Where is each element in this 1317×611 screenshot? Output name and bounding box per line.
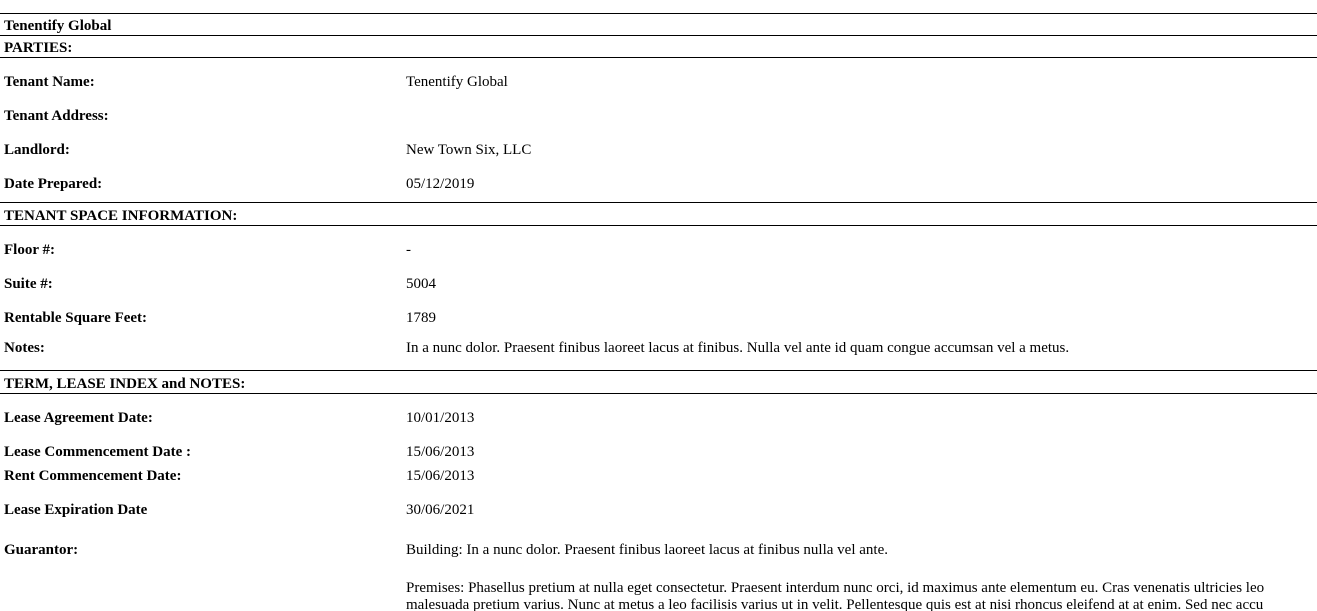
tenant-address-label: Tenant Address: <box>4 108 109 124</box>
suite-label: Suite #: <box>4 276 53 292</box>
guarantor-premises-text-line-2: malesuada pretium varius. Nunc at metus a leo facilisis varius ut in velit. Pellentesque quis est at nisi rhoncus eleifend at at enim. Sed nec accu <box>406 597 1264 611</box>
divider-parties <box>0 57 1317 58</box>
landlord-value: New Town Six, LLC <box>406 142 532 158</box>
guarantor-label: Guarantor: <box>4 542 79 558</box>
lease-expiration-date-label: Lease Expiration Date <box>4 502 148 518</box>
notes-value: In a nunc dolor. Praesent finibus laoreet lacus at finibus. Nulla vel ante id quam congue accumsan vel a metus. <box>406 340 1070 356</box>
floor-value: - <box>406 242 411 258</box>
rent-commencement-date-label: Rent Commencement Date: <box>4 468 182 484</box>
rentable-square-feet-label: Rentable Square Feet: <box>4 310 148 326</box>
landlord-label: Landlord: <box>4 142 70 158</box>
divider-space <box>0 225 1317 226</box>
divider-space-top <box>0 202 1317 203</box>
section-heading-parties: PARTIES: <box>4 40 73 56</box>
divider-term <box>0 393 1317 394</box>
divider-term-top <box>0 370 1317 371</box>
lease-agreement-date-value: 10/01/2013 <box>406 410 475 426</box>
date-prepared-label: Date Prepared: <box>4 176 103 192</box>
tenant-name-value: Tenentify Global <box>406 74 508 90</box>
section-heading-term: TERM, LEASE INDEX and NOTES: <box>4 376 246 392</box>
tenant-name-label: Tenant Name: <box>4 74 95 90</box>
lease-commencement-date-label: Lease Commencement Date : <box>4 444 192 460</box>
document-title: Tenentify Global <box>4 18 112 34</box>
lease-agreement-date-label: Lease Agreement Date: <box>4 410 153 426</box>
section-heading-space: TENANT SPACE INFORMATION: <box>4 208 238 224</box>
rent-commencement-date-value: 15/06/2013 <box>406 468 475 484</box>
suite-value: 5004 <box>406 276 436 292</box>
guarantor-building-text: Building: In a nunc dolor. Praesent finibus laoreet lacus at finibus nulla vel ante. <box>406 542 888 558</box>
divider-title <box>0 35 1317 36</box>
lease-expiration-date-value: 30/06/2021 <box>406 502 475 518</box>
divider-top <box>0 13 1317 14</box>
notes-label: Notes: <box>4 340 45 356</box>
floor-label: Floor #: <box>4 242 55 258</box>
lease-commencement-date-value: 15/06/2013 <box>406 444 475 460</box>
date-prepared-value: 05/12/2019 <box>406 176 475 192</box>
rentable-square-feet-value: 1789 <box>406 310 436 326</box>
guarantor-premises-text-line-1: Premises: Phasellus pretium at nulla eget consectetur. Praesent interdum nunc orci, id maximus ante elementum eu. Cras venenatis ultricies leo <box>406 580 1265 596</box>
